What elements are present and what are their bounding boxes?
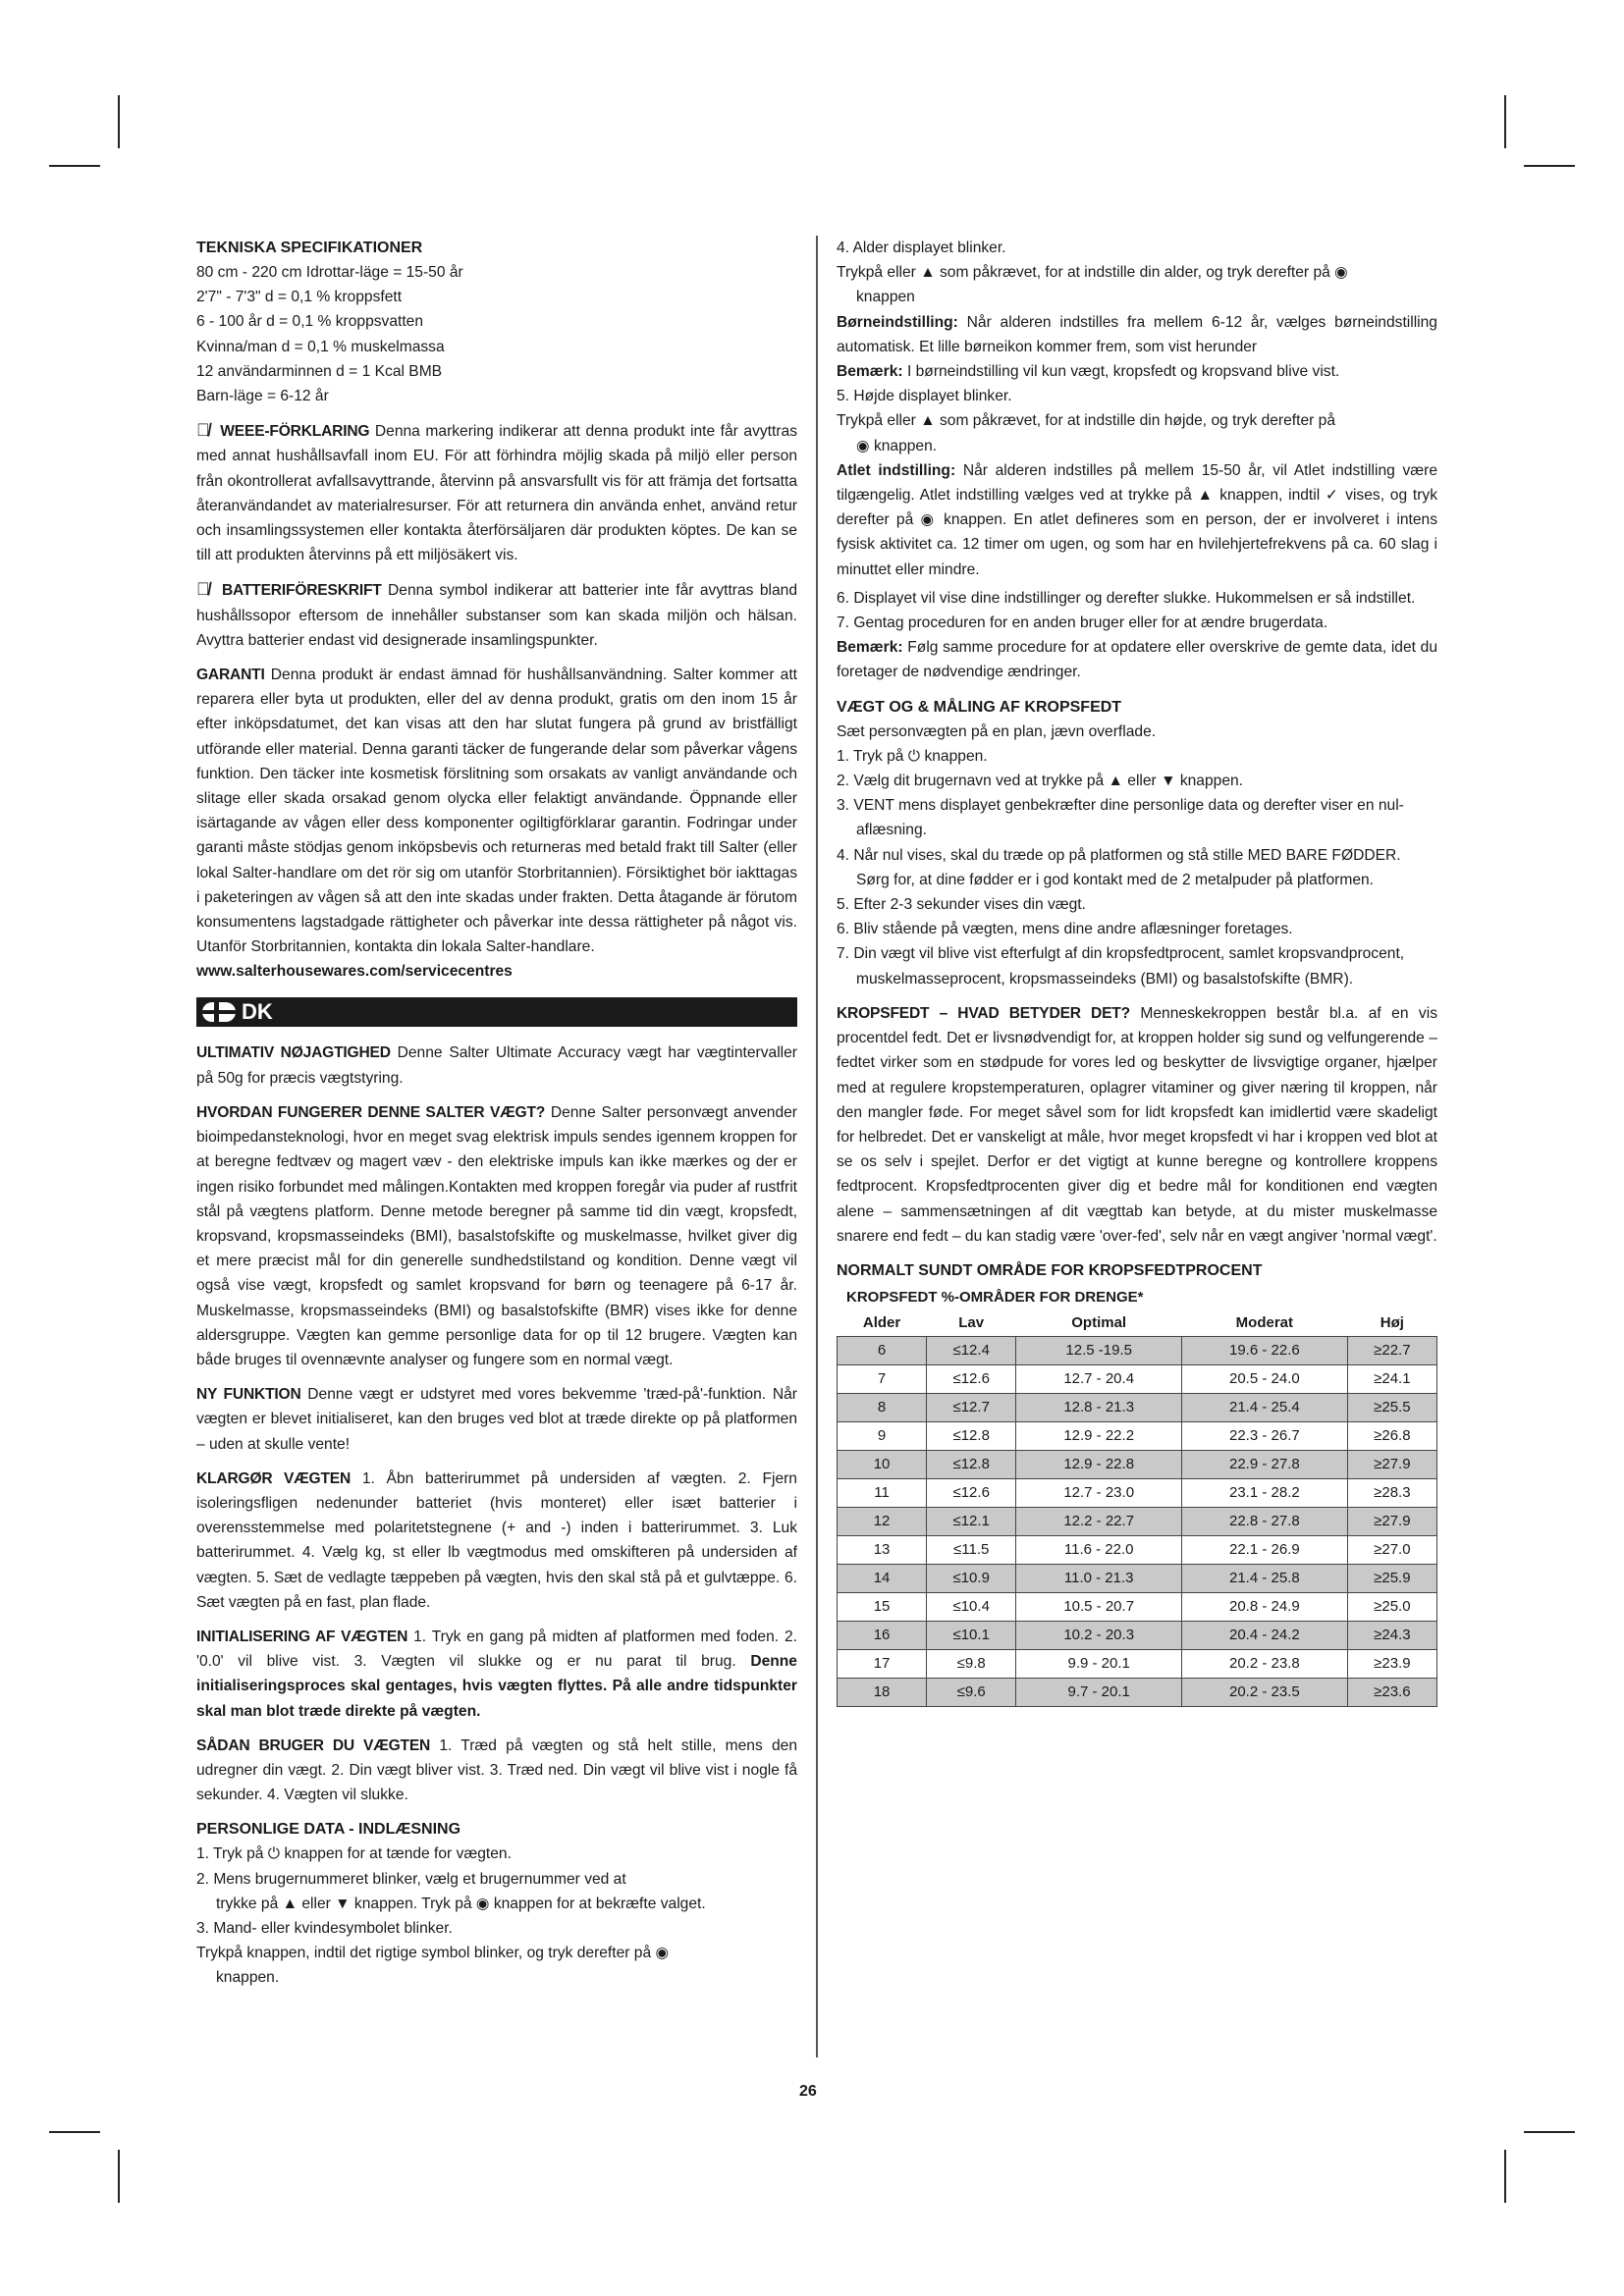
sadan-paragraph bbox=[196, 1734, 797, 1808]
vaegt-step: 5. Efter 2-3 sekunder vises din vægt. bbox=[837, 896, 1086, 914]
table-cell: ≤9.8 bbox=[927, 1649, 1016, 1678]
table-cell: 13 bbox=[838, 1535, 927, 1564]
garanti-text: Denna produkt är endast ämnad för hushållsanvändning. Salter kommer att reparera eller byta ut produkten, eller del av denna produkt, gratis om den inom 15 år efter inköpsdatumet, det kan visas att den har slutat fungera på grund av bristfälligt utförande eller material. Denna garanti täcker de fungerande delar som påverkar vågens funktion. Den täcker inte kosmetisk förslitning som orsakats av vanligt användande och slitage eller skada orsakad genom olycka eller felaktigt användande. Öppnande eller isärtagande av vågen eller dess komponenter ogiltigförklarar garantin. Fodringar under garanti måste stödjas genom inköpsbevis och returneras med betald frakt till Salter (eller lokal Salter-handlare om det rör sig om utanför Storbritannien). Försiktighet bör iakttagas i paketeringen av vågen så att den inte skadas under frakten. Detta åtagande är förutom konsumentens lagstadgade rättigheter och påverkar inte dessa rättigheter på något vis. Utanför Storbritannien, kontakta din lokala Salter-handlare. bbox=[196, 667, 797, 956]
table-cell: ≥23.9 bbox=[1347, 1649, 1436, 1678]
table-cell: 21.4 - 25.4 bbox=[1182, 1393, 1348, 1421]
crop-mark bbox=[49, 2131, 100, 2133]
age-line: knappen bbox=[856, 289, 915, 306]
crop-mark bbox=[1524, 2131, 1575, 2133]
table-header-row bbox=[838, 1309, 1437, 1337]
table-cell: 12.5 -19.5 bbox=[1016, 1336, 1182, 1364]
table-cell: 12.9 - 22.8 bbox=[1016, 1450, 1182, 1478]
vaegt-step: 4. Når nul vises, skal du træde op på platformen og stå stille MED BARE FØDDER. Sørg for, at dine fødder er i god kontakt med de 2 metalpuder på platformen. bbox=[837, 846, 1401, 888]
table-row bbox=[838, 1336, 1437, 1364]
table-row bbox=[838, 1393, 1437, 1421]
vaegt-heading: VÆGT OG & MÅLING AF KROPSFEDT bbox=[837, 698, 1122, 716]
born-paragraph bbox=[837, 310, 1437, 359]
page-number: 26 bbox=[799, 2083, 817, 2100]
table-cell: ≥26.8 bbox=[1347, 1421, 1436, 1450]
atlet-paragraph bbox=[837, 458, 1437, 582]
garanti-heading: GARANTI bbox=[196, 667, 265, 684]
table-cell: ≥22.7 bbox=[1347, 1336, 1436, 1364]
danish-flag-icon bbox=[202, 1002, 236, 1022]
init-paragraph bbox=[196, 1625, 797, 1724]
table-cell: 23.1 - 28.2 bbox=[1182, 1478, 1348, 1507]
table-cell: ≥24.3 bbox=[1347, 1621, 1436, 1649]
init-bold-note: Denne initialiseringsproces skal gentages, hvis vægten flyttes. På alle andre tidspunkter skal man blot træde direkte på vægten. bbox=[196, 1653, 797, 1720]
table-cell: 8 bbox=[838, 1393, 927, 1421]
init-text: 1. Tryk en gang på midten af platformen med foden. 2. '0.0' vil blive vist. 3. Vægten vil slukke og er nu parat til brug. bbox=[196, 1628, 797, 1671]
table-cell: 22.9 - 27.8 bbox=[1182, 1450, 1348, 1478]
table-row bbox=[838, 1364, 1437, 1393]
crop-mark bbox=[1524, 165, 1575, 167]
how-heading: HVORDAN FUNGERER DENNE SALTER VÆGT? bbox=[196, 1103, 546, 1121]
weee-heading: WEEE-FÖRKLARING bbox=[220, 423, 370, 441]
ny-heading: NY FUNKTION bbox=[196, 1386, 301, 1404]
step-7: 7. Gentag proceduren for en anden bruger eller for at ændre brugerdata. bbox=[837, 614, 1328, 632]
height-line: 5. Højde displayet blinker. bbox=[837, 388, 1012, 405]
table-row bbox=[838, 1478, 1437, 1507]
bem1-paragraph bbox=[837, 359, 1437, 384]
normalt-heading: NORMALT SUNDT OMRÅDE FOR KROPSFEDTPROCENT bbox=[837, 1261, 1263, 1279]
table-cell: ≥28.3 bbox=[1347, 1478, 1436, 1507]
table-row bbox=[838, 1592, 1437, 1621]
kf-heading: KROPSFEDT – HVAD BETYDER DET? bbox=[837, 1004, 1130, 1022]
pers-line: 2. Mens brugernummeret blinker, vælg et brugernummer ved at bbox=[196, 1870, 626, 1888]
table-cell: ≤12.4 bbox=[927, 1336, 1016, 1364]
table-cell: ≥23.6 bbox=[1347, 1678, 1436, 1706]
table-cell: ≥24.1 bbox=[1347, 1364, 1436, 1393]
table-cell: ≥25.0 bbox=[1347, 1592, 1436, 1621]
table-header: Alder bbox=[838, 1309, 927, 1337]
table-row bbox=[838, 1507, 1437, 1535]
vaegt-step: 1. Tryk på ⏻ knappen. bbox=[837, 747, 988, 765]
table-cell: ≥25.9 bbox=[1347, 1564, 1436, 1592]
weee-text: Denna markering indikerar att denna produkt inte får avyttras med annat hushållsavfall inom EU. För att förhindra möjlig skada på miljö eller person från okontrollerat avfallsavyttrande, återvinn på ansvarsfullt vis för att främja det fortsatta återanvändandet av materialresurser. För att returnera din använda enhet, använd retur och insamlingssystemen eller kontakta återförsäljaren där produkten köptes. De kan se till att produkten återvinns på ett miljösäkert vis. bbox=[196, 423, 798, 564]
table-cell: 9.7 - 20.1 bbox=[1016, 1678, 1182, 1706]
table-cell: 20.2 - 23.8 bbox=[1182, 1649, 1348, 1678]
battery-heading: BATTERIFÖRESKRIFT bbox=[221, 582, 382, 600]
table-cell: ≥27.9 bbox=[1347, 1507, 1436, 1535]
init-heading: INITIALISERING AF VÆGTEN bbox=[196, 1628, 408, 1645]
table-cell: ≤9.6 bbox=[927, 1678, 1016, 1706]
crop-mark bbox=[118, 2150, 120, 2203]
table-row bbox=[838, 1621, 1437, 1649]
bodyfat-table bbox=[837, 1309, 1437, 1707]
table-row bbox=[838, 1649, 1437, 1678]
table-cell: 9.9 - 20.1 bbox=[1016, 1649, 1182, 1678]
table-cell: 7 bbox=[838, 1364, 927, 1393]
kf-paragraph bbox=[837, 1001, 1437, 1249]
ult-heading: ULTIMATIV NØJAGTIGHED bbox=[196, 1044, 391, 1062]
table-row bbox=[838, 1564, 1437, 1592]
bem1-text: I børneindstilling vil kun vægt, kropsfedt og kropsvand blive vist. bbox=[906, 363, 1340, 381]
table-row bbox=[838, 1535, 1437, 1564]
language-code: DK bbox=[242, 999, 273, 1025]
vaegt-step: 6. Bliv stående på vægten, mens dine andre aflæsninger foretages. bbox=[837, 921, 1293, 938]
table-cell: 12.8 - 21.3 bbox=[1016, 1393, 1182, 1421]
crop-mark bbox=[1504, 95, 1506, 148]
table-header: Moderat bbox=[1182, 1309, 1348, 1337]
crop-mark bbox=[49, 165, 100, 167]
table-cell: 18 bbox=[838, 1678, 927, 1706]
table-cell: ≤12.6 bbox=[927, 1364, 1016, 1393]
vaegt-step: 2. Vælg dit brugernavn ved at trykke på ▲ eller ▼ knappen. bbox=[837, 773, 1244, 790]
table-cell: 12.2 - 22.7 bbox=[1016, 1507, 1182, 1535]
born-text: Når alderen indstilles fra mellem 6-12 år, vælges børneindstilling automatisk. Et lille børneikon kommer frem, som vist herunder bbox=[837, 313, 1437, 355]
sadan-heading: SÅDAN BRUGER DU VÆGTEN bbox=[196, 1736, 431, 1754]
height-line: Trykpå eller ▲ som påkrævet, for at indstille din højde, og tryk derefter på bbox=[837, 412, 1335, 430]
weee-paragraph bbox=[196, 418, 797, 567]
ny-text: Denne vægt er udstyret med vores bekvemme 'træd-på'-funktion. Når vægten er blevet initialiseret, kan den bruges ved blot at træde direkte op på platformen – uden at skulle vente! bbox=[196, 1386, 797, 1453]
table-cell: 6 bbox=[838, 1336, 927, 1364]
table-cell: 22.1 - 26.9 bbox=[1182, 1535, 1348, 1564]
table-cell: 9 bbox=[838, 1421, 927, 1450]
klar-paragraph bbox=[196, 1467, 797, 1615]
crossed-bin-icon: 🗑̸ bbox=[196, 579, 212, 600]
table-title: KROPSFEDT %-OMRÅDER FOR DRENGE* bbox=[846, 1288, 1144, 1306]
step-6: 6. Displayet vil vise dine indstillinger og derefter slukke. Hukommelsen er så indstillet. bbox=[837, 589, 1416, 607]
table-cell: ≤10.9 bbox=[927, 1564, 1016, 1592]
table-header: Høj bbox=[1347, 1309, 1436, 1337]
bem2-paragraph bbox=[837, 635, 1437, 684]
table-row bbox=[838, 1678, 1437, 1706]
spec-line: 12 användarminnen d = 1 Kcal BMB bbox=[196, 362, 443, 380]
table-cell: ≤12.8 bbox=[927, 1421, 1016, 1450]
bem2-text: Følg samme procedure for at opdatere eller overskrive de gemte data, idet du foretager de nødvendige ændringer. bbox=[837, 639, 1437, 681]
spec-line: 2'7" - 7'3" d = 0,1 % kroppsfett bbox=[196, 289, 403, 306]
vaegt-step: 3. VENT mens displayet genbekræfter dine personlige data og derefter viser en nul-aflæsning. bbox=[837, 797, 1404, 839]
how-text: Denne Salter personvægt anvender bioimpedansteknologi, hvor en meget svag elektrisk impuls sendes igennem kroppen for at beregne fedtvæv og magert væv - den elektriske impuls kan ikke mærkes og der er ingen risiko forbundet med målingen.Kontakten med kroppen foregår via puder af rustfrit stål på vægtens platform. Denne metode beregner på samme tid din vægt, kropsfedt, kropsvand, kropsmasseindeks (BMI), basalstofskifte og muskelmasse, hvilket giver dig et mere præcist mål for din generelle sundhedstilstand og kondition. Denne vægt vil også vise vægt, kropsfedt og samlet kropsvand for børn og teenagere på 6-17 år. Muskelmasse, kropsmasseindeks (BMI) og basalstofskifte (BMR) vises ikke for denne aldersgruppe. Vægten kan gemme personlige data for op til 12 brugere. Vægten kan både bruges til ovennævnte analyser og fungere som en normal vægt. bbox=[196, 1103, 797, 1368]
kf-text: Menneskekroppen består bl.a. af en vis procentdel fedt. Det er livsnødvendigt for, at kroppen holder sig sund og velfungerende – fedtet virker som en stødpude for vores led og beskytter de livsvigtige organer, hjælper med at regulere kropstemperaturen, oplagrer vitaminer og giver næring til kroppen, når den mangler føde. For meget såvel som for lidt kropsfedt kan imidlertid være skadeligt for helbredet. Det er vanskeligt at måle, hvor meget kropsfedt vi har i kroppen ved blot at se os selv i spejlet. Derfor er det vigtigt at kunne beregne og kontrollere kroppens fedtprocent. Kropsfedtprocenten giver dig et bedre mål for konditionen end vægten alene – sammensætningen af dit vægttab kan betyde, at du mister muskelmasse snarere end fedt – du kan stadig være 'over-fed', selv når en vægt angiver 'normal vægt'. bbox=[837, 1004, 1437, 1245]
spec-line: Barn-läge = 6-12 år bbox=[196, 388, 329, 405]
table-cell: ≥27.0 bbox=[1347, 1535, 1436, 1564]
table-cell: 19.6 - 22.6 bbox=[1182, 1336, 1348, 1364]
table-cell: ≤12.8 bbox=[927, 1450, 1016, 1478]
height-line: ◉ knappen. bbox=[856, 437, 938, 454]
pers-heading: PERSONLIGE DATA - INDLÆSNING bbox=[196, 1821, 461, 1839]
klar-heading: KLARGØR VÆGTEN bbox=[196, 1469, 352, 1487]
crop-mark bbox=[118, 95, 120, 148]
table-cell: 20.4 - 24.2 bbox=[1182, 1621, 1348, 1649]
table-cell: 22.8 - 27.8 bbox=[1182, 1507, 1348, 1535]
pers-line: Trykpå knappen, indtil det rigtige symbol blinker, og tryk derefter på ◉ bbox=[196, 1945, 670, 1962]
crop-mark bbox=[1504, 2150, 1506, 2203]
spec-line: Kvinna/man d = 0,1 % muskelmassa bbox=[196, 338, 445, 355]
table-cell: 20.2 - 23.5 bbox=[1182, 1678, 1348, 1706]
garanti-paragraph bbox=[196, 663, 797, 959]
ny-paragraph bbox=[196, 1382, 797, 1457]
spec-line: 80 cm - 220 cm Idrottar-läge = 15-50 år bbox=[196, 264, 463, 281]
table-cell: 12.7 - 20.4 bbox=[1016, 1364, 1182, 1393]
table-row bbox=[838, 1421, 1437, 1450]
table-cell: ≤12.6 bbox=[927, 1478, 1016, 1507]
table-cell: ≤10.4 bbox=[927, 1592, 1016, 1621]
klar-text: 1. Åbn batterirummet på undersiden af vægten. 2. Fjern isoleringsfligen nedenunder batteriet (hvis monteret) eller isæt batterier i overensstemmelse med polaritetstegnene (+ and -) inden i batterirummet. 3. Luk batterirummet. 4. Vælg kg, st eller lb vægtmodus med omskifteren på undersiden af vægten. 5. Sæt de vedlagte tæppeben på vægten, hvis den skal stå på et gulvtæppe. 6. Sæt vægten på en fast, plan flade. bbox=[196, 1469, 797, 1611]
table-cell: 10.2 - 20.3 bbox=[1016, 1621, 1182, 1649]
spec-title: TEKNISKA SPECIFIKATIONER bbox=[196, 240, 423, 256]
left-column bbox=[196, 236, 797, 1991]
table-cell: 10 bbox=[838, 1450, 927, 1478]
table-cell: 17 bbox=[838, 1649, 927, 1678]
table-cell: 14 bbox=[838, 1564, 927, 1592]
ult-text: Denne Salter Ultimate Accuracy vægt har vægtintervaller på 50g for præcis vægtstyring. bbox=[196, 1044, 797, 1087]
battery-paragraph bbox=[196, 577, 797, 653]
how-paragraph bbox=[196, 1100, 797, 1372]
table-cell: 20.8 - 24.9 bbox=[1182, 1592, 1348, 1621]
table-cell: 15 bbox=[838, 1592, 927, 1621]
table-cell: ≤10.1 bbox=[927, 1621, 1016, 1649]
table-cell: 16 bbox=[838, 1621, 927, 1649]
right-column bbox=[837, 236, 1437, 1707]
vaegt-step: 7. Din vægt vil blive vist efterfulgt af din kropsfedtprocent, samlet kropsvandprocent, muskelmasseprocent, kropsmasseindeks (BMI) og basalstofskifte (BMR). bbox=[837, 945, 1405, 988]
table-cell: ≥27.9 bbox=[1347, 1450, 1436, 1478]
age-line: 4. Alder displayet blinker. bbox=[837, 240, 1006, 256]
table-cell: 21.4 - 25.8 bbox=[1182, 1564, 1348, 1592]
sadan-text: 1. Træd på vægten og stå helt stille, mens den udregner din vægt. 2. Din vægt bliver vist. 3. Træd ned. Din vægt vil blive vist i nogle få sekunder. 4. Vægten vil slukke. bbox=[196, 1736, 797, 1804]
pers-line: 1. Tryk på ⏻ knappen for at tænde for vægten. bbox=[196, 1845, 512, 1863]
crossed-bin-icon: 🗑̸ bbox=[196, 420, 211, 441]
table-header: Optimal bbox=[1016, 1309, 1182, 1337]
pers-line: knappen. bbox=[216, 1969, 280, 1987]
table-body bbox=[838, 1336, 1437, 1706]
table-cell: 11 bbox=[838, 1478, 927, 1507]
age-line: Trykpå eller ▲ som påkrævet, for at indstille din alder, og tryk derefter på ◉ bbox=[837, 264, 1348, 282]
column-divider bbox=[816, 236, 818, 2057]
table-cell: 11.6 - 22.0 bbox=[1016, 1535, 1182, 1564]
table-cell: 12 bbox=[838, 1507, 927, 1535]
pers-line: trykke på ▲ eller ▼ knappen. Tryk på ◉ knappen for at bekræfte valget. bbox=[216, 1895, 706, 1912]
spec-list bbox=[196, 260, 797, 408]
pers-line: 3. Mand- eller kvindesymbolet blinker. bbox=[196, 1919, 453, 1937]
table-cell: ≤11.5 bbox=[927, 1535, 1016, 1564]
table-cell: 11.0 - 21.3 bbox=[1016, 1564, 1182, 1592]
ult-paragraph bbox=[196, 1041, 797, 1090]
table-cell: 10.5 - 20.7 bbox=[1016, 1592, 1182, 1621]
battery-text: Denna symbol indikerar att batterier inte får avyttras bland hushållssopor eftersom de innehåller substanser som kan skada miljön och hälsan. Avyttra batterier endast vid designerade insamlingspunkter. bbox=[196, 582, 798, 649]
table-cell: ≥25.5 bbox=[1347, 1393, 1436, 1421]
service-url[interactable]: www.salterhousewares.com/servicecentres bbox=[196, 963, 513, 981]
atlet-heading: Atlet indstilling: bbox=[837, 461, 956, 479]
atlet-text: Når alderen indstilles på mellem 15-50 år, vil Atlet indstilling være tilgængelig. Atlet indstilling vælges ved at trykke på ▲ knappen, indtil ✓ vises, og tryk derefter på ◉ knappen. En atlet defineres som en person, der er involveret i intens fysisk aktivitet ca. 12 timer om ugen, og som har en hvilehjertefrekvens på ca. 60 slag i minuttet eller mindre. bbox=[837, 461, 1437, 578]
table-cell: ≤12.1 bbox=[927, 1507, 1016, 1535]
spec-line: 6 - 100 år d = 0,1 % kroppsvatten bbox=[196, 313, 424, 331]
table-cell: 12.7 - 23.0 bbox=[1016, 1478, 1182, 1507]
bem2-heading: Bemærk: bbox=[837, 639, 903, 657]
bem1-heading: Bemærk: bbox=[837, 363, 903, 381]
born-heading: Børneindstilling: bbox=[837, 313, 958, 331]
vaegt-intro: Sæt personvægten på en plan, jævn overflade. bbox=[837, 722, 1157, 740]
table-cell: 22.3 - 26.7 bbox=[1182, 1421, 1348, 1450]
table-cell: 12.9 - 22.2 bbox=[1016, 1421, 1182, 1450]
language-bar-dk bbox=[196, 997, 797, 1027]
table-header: Lav bbox=[927, 1309, 1016, 1337]
table-cell: 20.5 - 24.0 bbox=[1182, 1364, 1348, 1393]
table-row bbox=[838, 1450, 1437, 1478]
table-cell: ≤12.7 bbox=[927, 1393, 1016, 1421]
